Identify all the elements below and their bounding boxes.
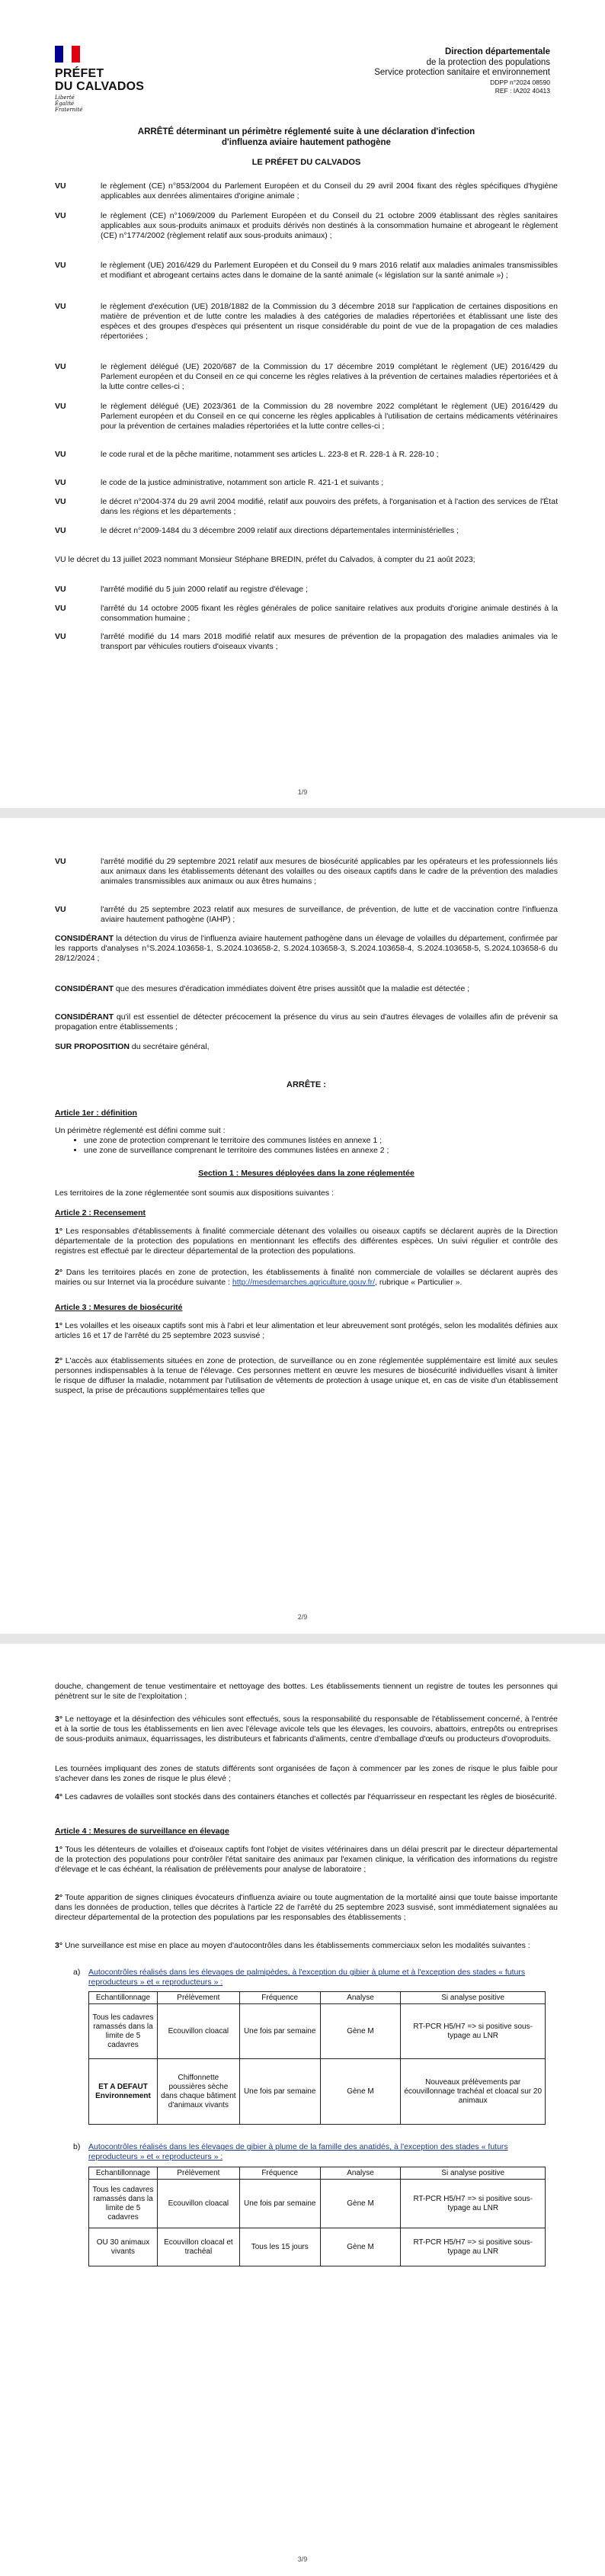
vu-item: VU le règlement d'exécution (UE) 2018/1882 de la Commission du 3 décembre 2018 sur l'application de certaines dispositions en matière de prévention et de lutte contre les maladies à des catégories de maladies répertoriées et établissant une liste des espèces et des groupes d'espèces qui présentent un risque considérable du point de vue de la propagation de ces maladies répertoriées ; xyxy=(55,302,558,341)
section-1-heading: Section 1 : Mesures déployées dans la zone réglementée xyxy=(198,1169,415,1178)
article-3-para-2-continued: douche, changement de tenue vestimentaire et nettoyage des bottes. Les établissements tiennent un registre de toutes les personnes qui pénètrent sur le site de l'exploitation ; xyxy=(55,1682,558,1701)
table-row: Tous les cadavres ramassés dans la limite de 5 cadavres Ecouvillon cloacal Une fois par semaine Gène M RT-PCR H5/H7 => si positive sous-typage au LNR xyxy=(89,2180,546,2228)
considerant: CONSIDÉRANT qu'il est essentiel de détecter précocement la présence du virus au sein d'autres élevages de volailles afin de prévenir sa propagation entre établissements ; xyxy=(55,1012,558,1031)
prefet-heading: LE PRÉFET DU CALVADOS xyxy=(251,158,361,167)
table-header-row xyxy=(89,2167,546,2180)
vu-decret-prefet: VU le décret du 13 juillet 2023 nommant Monsieur Stéphane BREDIN, préfet du Calvados, à compter du 21 août 2023; xyxy=(55,555,475,564)
article-4-heading: Article 4 : Mesures de surveillance en élevage xyxy=(55,1827,229,1836)
vu-item: VU l'arrêté modifié du 29 septembre 2021 relatif aux mesures de biosécurité applicables par les opérateurs et les professionnels liés aux animaux dans les établissements détenant des volailles ou des oiseaux captifs dans le cadre de la prévention des maladies animales transmissibles aux animaux ou aux êtres humains ; xyxy=(55,857,558,886)
article-1-heading: Article 1er : définition xyxy=(55,1108,137,1118)
mesdemarches-link[interactable]: http://mesdemarches.agriculture.gouv.fr/ xyxy=(232,1278,376,1287)
article-2-heading: Article 2 : Recensement xyxy=(55,1208,146,1217)
article-2-para-2: 2° Dans les territoires placés en zone de protection, les établissements à finalité non commerciale de volailles se déclarent auprès des mairies ou sur Internet via la procédure suivante : http://mesdemarches.agriculture.gouv.fr/, rubrique « Particulier ». xyxy=(55,1268,558,1287)
vu-item: VU le décret n°2009-1484 du 3 décembre 2009 relatif aux directions départementales interministérielles ; xyxy=(55,526,459,535)
autocontrole-b-heading: b) Autocontrôles réalisés dans les élevages de gibier à plume de la famille des anatidés, à l'exception des stades « futurs reproducteurs » et « reproducteurs » : xyxy=(73,2142,508,2161)
republic-motto: Liberté Égalité Fraternité xyxy=(55,95,83,113)
vu-item: VU l'arrêté du 25 septembre 2023 relatif aux mesures de surveillance, de prévention, de lutte et de vaccination contre l'influenza aviaire hautement pathogène (IAHP) ; xyxy=(55,905,558,924)
article-3-para-1: 1° Les volailles et les oiseaux captifs sont mis à l'abri et leur alimentation et leur abreuvement sont protégés, selon les modalités définies aux articles 16 et 17 de l'arrêté du 25 septembre 2023 susvisé ; xyxy=(55,1321,558,1340)
column-header: Analyse xyxy=(320,2167,401,2180)
table-autocontroles-palmipedes xyxy=(88,1991,546,2125)
article-3-heading: Article 3 : Mesures de biosécurité xyxy=(55,1303,183,1312)
vu-item: VU le règlement délégué (UE) 2023/361 de la Commission du 28 novembre 2022 complétant le règlement (UE) 2016/429 du Parlement européen et du Conseil en ce qui concerne les règles applicables à l'utilisation de certains médicaments vétérinaires pour la prévention de certaines maladies répertoriées et la lutte contre celles-ci ; xyxy=(55,402,558,431)
considerant: CONSIDÉRANT la détection du virus de l'influenza aviaire hautement pathogène dans un élevage de volailles du département, confirmée par les rapports d'analyses n°S.2024.103658-1, S.2024.103658-2, S.2024.103658-3, S.2024.103658-4, S.2024.103658-5, S.2024.103658-6 du 28/12/2024 ; xyxy=(55,934,558,963)
article-4-para-1: 1° Tous les détenteurs de volailles et d'oiseaux captifs font l'objet de visites vétérinaires dans un délai prescrit par le directeur départemental de la protection des populations pour contrôler l'état sanitaire des animaux par l'examen clinique, la vérification des informations du registre d'élevage et le cas échéant, la réalisation de prélèvements pour analyse de laboratoire ; xyxy=(55,1845,558,1874)
sur-proposition: SUR PROPOSITION du secrétaire général, xyxy=(55,1042,210,1051)
article-4-para-3: 3° Une surveillance est mise en place au moyen d'autocontrôles dans les établissements commerciaux selon les modalités suivantes : xyxy=(55,1941,530,1950)
page-2 xyxy=(0,818,605,1634)
vu-item: VU le règlement délégué (UE) 2020/687 de la Commission du 17 décembre 2019 complétant le règlement (UE) 2016/429 du Parlement européen et du Conseil en ce qui concerne les règles relatives à la prévention de certaines maladies répertoriées et à la lutte contre celles-ci ; xyxy=(55,362,558,391)
document-title: ARRÊTÉ déterminant un périmètre réglementé suite à une déclaration d'infection d'influenza aviaire hautement pathogène xyxy=(137,127,475,147)
vu-item: VU l'arrêté modifié du 14 mars 2018 modifié relatif aux mesures de prévention de la propagation des maladies animales via le transport par véhicules routiers d'oiseaux vivants ; xyxy=(55,632,558,651)
article-3-para-3: 3° Le nettoyage et la désinfection des véhicules sont effectués, sous la responsabilité du responsable de l'établissement concerné, à l'entrée et à la sortie de tous les établissements en lien avec l'élevage avicole tels que les élevages, les couvoirs, abattoirs, entrepôts ou entreprises de sous-produits animaux, équarrissages, les distributeurs et fabricants d'aliments, centre d'emballage d'œufs ou producteurs d'ovoproduits. xyxy=(55,1715,558,1744)
vu-item: VU le code rural et de la pêche maritime, notamment ses articles L. 223-8 et R. 228-1 à R. 228-10 ; xyxy=(55,450,439,459)
column-header: Fréquence xyxy=(239,2167,320,2180)
autocontrole-a-heading: a) Autocontrôles réalisés dans les élevages de palmipèdes, à l'exception du gibier à plume et à l'exception des stades « futurs reproducteurs » et « reproducteurs » : xyxy=(73,1968,526,1987)
vu-item: VU le règlement (CE) n°1069/2009 du Parlement Européen et du Conseil du 21 octobre 2009 établissant des règles sanitaires applicables aux sous-produits animaux et produits dérivés non destinés à la consommation humaine et abrogeant le règlement (CE) n°1774/2002 (règlement relatif aux sous-produits animaux) ; xyxy=(55,211,558,240)
article-4-para-2: 2° Toute apparition de signes cliniques évocateurs d'influenza aviaire ou toute augmentation de la mortalité ainsi que toute baisse importante dans les données de production, telles que décrites à l'article 22 de l'arrêté du 25 septembre 2023 susvisé, sont immédiatement signalées au directeur départemental de la protection des populations par les responsables des établissements ; xyxy=(55,1893,558,1922)
page-number: 3/9 xyxy=(297,2555,308,2563)
table-row: Tous les cadavres ramassés dans la limite de 5 cadavres Ecouvillon cloacal Une fois par semaine Gène M RT-PCR H5/H7 => si positive sous-typage au LNR xyxy=(89,2004,546,2059)
article-2-para-1: 1° Les responsables d'établissements à finalité commerciale détenant des volailles ou oiseaux captifs se déclarent auprès de la Direction départementale de la protection des populations en mentionnant les effectifs des différentes espèces. Un suivi régulier et contrôle des registres est effectué par le directeur départemental de la protection des populations. xyxy=(55,1227,558,1256)
vu-item: VU le règlement (CE) n°853/2004 du Parlement Européen et du Conseil du 29 avril 2004 fixant des règles spécifiques d'hygiène applicables aux denrées alimentaires d'origine animale ; xyxy=(55,181,558,200)
article-3-para-2: 2° L'accès aux établissements situées en zone de protection, de surveillance ou en zone réglementée supplémentaire est limité aux seules personnes indispensables à la tenue de l'élevage. Ces personnes mettent en œuvre les mesures de biosécurité individuelles visant à limiter le risque de diffuser la maladie, notamment par l'utilisation de vêtements de protection à usage unique et, en cas de visite d'un établissement suspect, la prise de précautions supplémentaires telles que xyxy=(55,1356,559,1395)
vu-item: VU l'arrêté modifié du 5 juin 2000 relatif au registre d'élevage ; xyxy=(55,585,308,594)
vu-item: VU le code de la justice administrative, notamment son article R. 421-1 et suivants ; xyxy=(55,478,384,487)
page-number: 2/9 xyxy=(297,1613,308,1621)
vu-item: VU le règlement (UE) 2016/429 du Parlement Européen et du Conseil du 9 mars 2016 relatif aux maladies animales transmissibles et modifiant et abrogeant certains actes dans le domaine de la santé animale (« législation sur la santé animale ») ; xyxy=(55,261,558,280)
vu-item: VU le décret n°2004-374 du 29 avril 2004 modifié, relatif aux pouvoirs des préfets, à l'organisation et à l'action des services de l'État dans les régions et les départements ; xyxy=(55,497,558,516)
document-reference: REF : IA202 40413 xyxy=(495,86,550,95)
table-row: ET A DEFAUT Environnement Chiffonnette poussières sèche dans chaque bâtiment d'animaux vivants Une fois par semaine Gène M Nouveaux prélèvements par écouvillonnage trachéal et cloacal sur 20 animaux xyxy=(89,2059,546,2125)
article-3-para-3b: Les tournées impliquant des zones de statuts différents sont organisées de façon à commencer par les zones de risque le plus faible pour s'achever dans les zones de risque le plus élevé ; xyxy=(55,1764,558,1783)
column-header: Si analyse positive xyxy=(401,1992,546,2004)
article-1-body: Un périmètre réglementé est défini comme suit : • une zone de protection comprenant le territoire des communes listées en annexe 1 ; • une zone de surveillance comprenant le territoire des communes listées en annexe 2 ; xyxy=(55,1126,558,1156)
service-header: Direction départementale de la protection des populations Service protection sanitaire et environnement DDPP n°2024 08590 REF : IA202 40413 xyxy=(374,47,550,95)
republique-flag-logo xyxy=(55,46,80,63)
prefecture-name: PRÉFET DU CALVADOS xyxy=(55,67,145,93)
section-1-intro: Les territoires de la zone réglementée sont soumis aux dispositions suivantes : xyxy=(55,1189,334,1198)
column-header: Analyse xyxy=(320,1992,401,2004)
list-item: • une zone de surveillance comprenant le territoire des communes listées en annexe 2 ; xyxy=(84,1146,558,1156)
article-3-para-4: 4° Les cadavres de volailles sont stockés dans des containers étanches et collectés par l'équarrisseur en respectant les règles de biosécurité. xyxy=(55,1792,557,1801)
document-reference: DDPP n°2024 08590 xyxy=(490,78,550,86)
vu-item: VU l'arrêté du 14 octobre 2005 fixant les règles générales de police sanitaire relatives aux produits d'origine animale destinés à la consommation humaine ; xyxy=(55,604,558,623)
column-header: Fréquence xyxy=(239,1992,320,2004)
page-number: 1/9 xyxy=(297,788,308,796)
column-header: Prélèvement xyxy=(157,1992,239,2004)
column-header: Echantillonnage xyxy=(89,1992,158,2004)
considerant: CONSIDÉRANT que des mesures d'éradication immédiates doivent être prises aussitôt que la maladie est détectée ; xyxy=(55,984,470,993)
list-item: • une zone de protection comprenant le territoire des communes listées en annexe 1 ; xyxy=(84,1136,558,1146)
table-row: OU 30 animaux vivants Ecouvillon cloacal et trachéal Tous les 15 jours Gène M RT-PCR H5/H7 => si positive sous-typage au LNR xyxy=(89,2228,546,2266)
page-3 xyxy=(0,1644,605,2576)
table-header-row xyxy=(89,1992,546,2004)
page-1 xyxy=(0,0,605,808)
arrete-heading: ARRÊTE : xyxy=(286,1080,326,1089)
table-autocontroles-gibier xyxy=(88,2167,546,2266)
column-header: Prélèvement xyxy=(157,2167,239,2180)
column-header: Si analyse positive xyxy=(401,2167,546,2180)
column-header: Echantillonnage xyxy=(89,2167,158,2180)
